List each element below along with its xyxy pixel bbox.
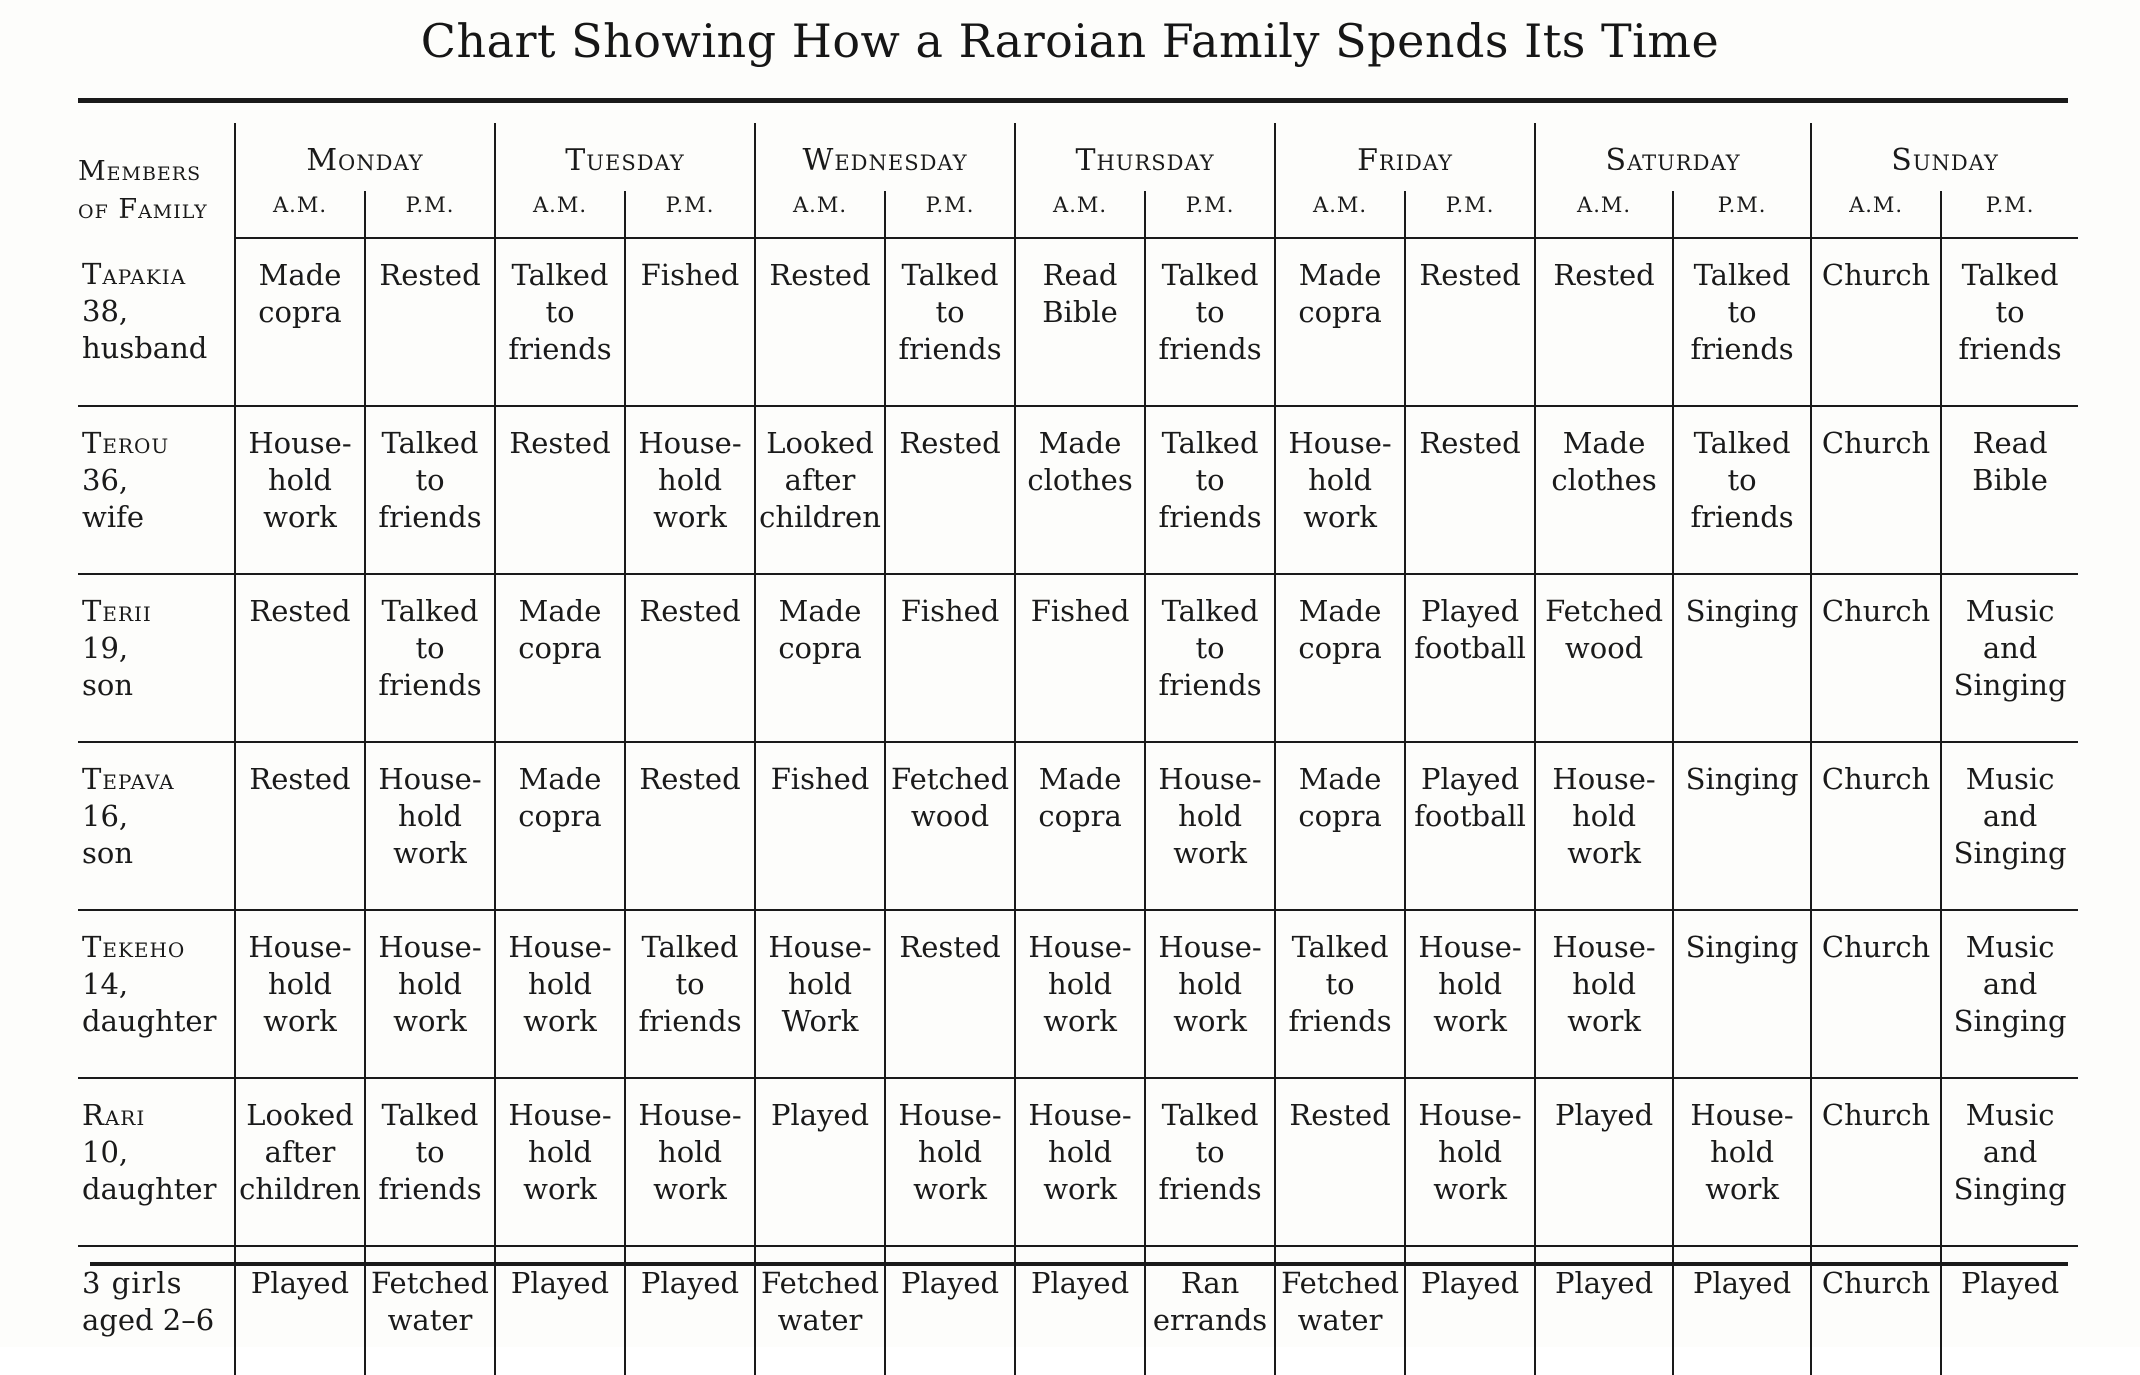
member-role: son — [82, 668, 134, 702]
activity-cell-friday-am — [1275, 238, 1405, 406]
activity-text: House- hold work — [1028, 1098, 1132, 1206]
activity-text: Rested — [769, 258, 871, 292]
activity-cell-friday-am — [1275, 406, 1405, 574]
activity-cell-wednesday-pm — [885, 742, 1015, 910]
activity-cell-thursday-am — [1015, 910, 1145, 1078]
activity-cell-monday-am — [235, 574, 365, 742]
pm-header: P.M. — [1941, 191, 2078, 238]
activity-cell-monday-am — [235, 910, 365, 1078]
am-header: A.M. — [1015, 191, 1145, 238]
activity-text: Made copra — [518, 762, 602, 833]
activity-text: Played — [1420, 1266, 1520, 1300]
member-age: 19, — [82, 631, 129, 665]
activity-text: Rested — [1553, 258, 1655, 292]
activity-cell-wednesday-pm — [885, 1078, 1015, 1246]
activity-text: Rested — [899, 930, 1001, 964]
activity-cell-saturday-pm — [1673, 406, 1811, 574]
table-row — [78, 910, 2078, 1078]
schedule-table — [78, 123, 2078, 1375]
activity-text: Church — [1821, 426, 1931, 460]
activity-text: Played — [1554, 1098, 1654, 1132]
activity-text: Music and Singing — [1953, 1098, 2067, 1206]
activity-text: Played — [1030, 1266, 1130, 1300]
activity-text: Church — [1821, 762, 1931, 796]
activity-cell-friday-pm — [1405, 1078, 1535, 1246]
activity-text: Rested — [899, 426, 1001, 460]
activity-text: Talked to friends — [1158, 426, 1262, 534]
activity-text: Played — [510, 1266, 610, 1300]
activity-text: Talked to friends — [1690, 258, 1794, 366]
member-name: Tepava — [82, 762, 175, 796]
activity-cell-tuesday-am — [495, 406, 625, 574]
day-header-thursday: Thursday — [1015, 123, 1275, 191]
table-row — [78, 1078, 2078, 1246]
activity-cell-friday-pm — [1405, 406, 1535, 574]
activity-cell-monday-am — [235, 406, 365, 574]
activity-cell-wednesday-pm — [885, 574, 1015, 742]
pm-header: P.M. — [625, 191, 755, 238]
activity-text: Played — [1554, 1266, 1654, 1300]
activity-cell-sunday-pm — [1941, 406, 2078, 574]
activity-text: Read Bible — [1972, 426, 2048, 497]
member-name: 3 girls — [82, 1266, 183, 1300]
activity-text: Talked to friends — [1288, 930, 1392, 1038]
activity-cell-thursday-pm — [1145, 406, 1275, 574]
activity-text: Talked to friends — [1158, 594, 1262, 702]
activity-cell-friday-pm — [1405, 742, 1535, 910]
activity-cell-sunday-pm — [1941, 574, 2078, 742]
activity-text: Talked to friends — [378, 594, 482, 702]
table-row — [78, 238, 2078, 406]
activity-cell-wednesday-pm — [885, 406, 1015, 574]
activity-text: Fetched water — [1281, 1266, 1400, 1337]
activity-cell-sunday-pm — [1941, 910, 2078, 1078]
pm-header: P.M. — [365, 191, 495, 238]
activity-cell-tuesday-am — [495, 574, 625, 742]
activity-text: Made clothes — [1551, 426, 1657, 497]
am-header: A.M. — [235, 191, 365, 238]
activity-text: House- hold work — [378, 762, 482, 870]
table-row — [78, 742, 2078, 910]
activity-text: Church — [1821, 1266, 1931, 1300]
activity-text: House- hold work — [1158, 762, 1262, 870]
activity-text: Looked after children — [759, 426, 881, 534]
activity-cell-thursday-am — [1015, 406, 1145, 574]
activity-text: Talked to friends — [1158, 1098, 1262, 1206]
activity-text: Looked after children — [239, 1098, 361, 1206]
member-role: daughter — [82, 1172, 217, 1206]
day-header-friday: Friday — [1275, 123, 1535, 191]
activity-text: Fished — [1030, 594, 1130, 628]
activity-text: Played — [1960, 1266, 2060, 1300]
member-name: Terii — [82, 594, 152, 628]
activity-cell-tuesday-pm — [625, 742, 755, 910]
activity-cell-sunday-pm — [1941, 238, 2078, 406]
activity-text: Talked to friends — [378, 426, 482, 534]
activity-text: Played — [250, 1266, 350, 1300]
am-header: A.M. — [1811, 191, 1941, 238]
member-age: 38, — [82, 294, 129, 328]
activity-cell-thursday-pm — [1145, 238, 1275, 406]
activity-text: Rested — [1289, 1098, 1391, 1132]
activity-cell-tuesday-am — [495, 1078, 625, 1246]
activity-text: Played — [770, 1098, 870, 1132]
member-role: daughter — [82, 1004, 217, 1038]
activity-text: Talked to friends — [638, 930, 742, 1038]
table-row — [78, 574, 2078, 742]
activity-text: Rested — [249, 762, 351, 796]
member-role: wife — [82, 500, 144, 534]
activity-cell-thursday-pm — [1145, 742, 1275, 910]
members-column-header — [78, 123, 235, 238]
activity-cell-monday-pm — [365, 742, 495, 910]
activity-cell-friday-pm — [1405, 574, 1535, 742]
activity-cell-tuesday-pm — [625, 574, 755, 742]
activity-text: Played — [900, 1266, 1000, 1300]
activity-cell-wednesday-am — [755, 910, 885, 1078]
activity-text: Played — [640, 1266, 740, 1300]
member-age: 16, — [82, 799, 129, 833]
activity-text: House- hold work — [1158, 930, 1262, 1038]
activity-text: Played football — [1414, 762, 1526, 833]
activity-cell-saturday-am — [1535, 406, 1673, 574]
am-header: A.M. — [1535, 191, 1673, 238]
activity-cell-thursday-am — [1015, 742, 1145, 910]
activity-text: House- hold work — [898, 1098, 1002, 1206]
activity-cell-sunday-pm — [1941, 1078, 2078, 1246]
table-row — [78, 406, 2078, 574]
activity-cell-thursday-am — [1015, 238, 1145, 406]
activity-cell-tuesday-am — [495, 910, 625, 1078]
activity-cell-monday-am — [235, 1078, 365, 1246]
family-member-cell — [78, 238, 235, 406]
member-age: 36, — [82, 463, 129, 497]
activity-cell-friday-pm — [1405, 910, 1535, 1078]
table-body — [78, 238, 2078, 1375]
day-header-tuesday: Tuesday — [495, 123, 755, 191]
activity-text: Ran errands — [1152, 1266, 1268, 1337]
activity-cell-sunday-am — [1811, 910, 1941, 1078]
activity-text: Rested — [249, 594, 351, 628]
activity-text: Made copra — [1298, 258, 1382, 329]
activity-text: House- hold work — [1418, 930, 1522, 1038]
family-member-cell — [78, 574, 235, 742]
activity-text: Church — [1821, 1098, 1931, 1132]
members-label-line2: of Family — [78, 194, 208, 225]
activity-text: Talked to friends — [1690, 426, 1794, 534]
members-label-line1: Members — [78, 156, 202, 187]
activity-cell-friday-am — [1275, 910, 1405, 1078]
activity-text: Rested — [379, 258, 481, 292]
activity-text: Fished — [900, 594, 1000, 628]
activity-cell-wednesday-pm — [885, 910, 1015, 1078]
activity-text: House- hold work — [1690, 1098, 1794, 1206]
activity-text: Made copra — [1298, 762, 1382, 833]
activity-cell-thursday-pm — [1145, 1078, 1275, 1246]
activity-cell-friday-am — [1275, 574, 1405, 742]
activity-text: House- hold work — [1552, 762, 1656, 870]
activity-text: House- hold work — [248, 930, 352, 1038]
activity-cell-saturday-am — [1535, 1078, 1673, 1246]
activity-text: Made copra — [778, 594, 862, 665]
activity-cell-monday-am — [235, 238, 365, 406]
activity-cell-saturday-pm — [1673, 742, 1811, 910]
activity-text: House- hold work — [508, 1098, 612, 1206]
activity-cell-wednesday-am — [755, 406, 885, 574]
activity-text: Church — [1821, 258, 1931, 292]
activity-cell-monday-pm — [365, 238, 495, 406]
member-role: son — [82, 836, 134, 870]
activity-cell-saturday-pm — [1673, 238, 1811, 406]
activity-text: Played football — [1414, 594, 1526, 665]
activity-text: Talked to friends — [1958, 258, 2062, 366]
family-member-cell — [78, 1078, 235, 1246]
activity-cell-sunday-am — [1811, 742, 1941, 910]
bottom-rule — [90, 1262, 2068, 1266]
member-age: 10, — [82, 1135, 129, 1169]
day-header-saturday: Saturday — [1535, 123, 1811, 191]
am-header: A.M. — [755, 191, 885, 238]
activity-text: Singing — [1685, 930, 1799, 964]
activity-cell-saturday-am — [1535, 910, 1673, 1078]
activity-cell-thursday-am — [1015, 574, 1145, 742]
activity-cell-monday-am — [235, 742, 365, 910]
activity-text: House- hold work — [1552, 930, 1656, 1038]
member-name: Tekeho — [82, 930, 186, 964]
day-header-monday: Monday — [235, 123, 495, 191]
day-header-row — [78, 123, 2078, 191]
am-header: A.M. — [1275, 191, 1405, 238]
day-header-sunday: Sunday — [1811, 123, 2078, 191]
activity-text: Rested — [1419, 426, 1521, 460]
activity-cell-friday-am — [1275, 742, 1405, 910]
activity-cell-wednesday-pm — [885, 238, 1015, 406]
member-name: Terou — [82, 426, 170, 460]
activity-cell-tuesday-pm — [625, 910, 755, 1078]
activity-cell-sunday-am — [1811, 1078, 1941, 1246]
activity-text: Played — [1692, 1266, 1792, 1300]
activity-cell-tuesday-pm — [625, 1078, 755, 1246]
activity-text: Rested — [509, 426, 611, 460]
activity-text: Talked to friends — [378, 1098, 482, 1206]
activity-text: Music and Singing — [1953, 594, 2067, 702]
member-role: husband — [82, 331, 208, 365]
pm-header: P.M. — [1405, 191, 1535, 238]
activity-text: Made copra — [518, 594, 602, 665]
activity-text: Made copra — [1298, 594, 1382, 665]
family-member-cell — [78, 910, 235, 1078]
activity-text: Made copra — [1038, 762, 1122, 833]
activity-cell-thursday-am — [1015, 1078, 1145, 1246]
activity-text: House- hold work — [638, 1098, 742, 1206]
activity-cell-friday-pm — [1405, 238, 1535, 406]
activity-cell-saturday-am — [1535, 238, 1673, 406]
member-name: Rari — [82, 1098, 146, 1132]
activity-text: House- hold work — [638, 426, 742, 534]
activity-cell-wednesday-am — [755, 574, 885, 742]
activity-text: Church — [1821, 594, 1931, 628]
activity-cell-saturday-pm — [1673, 910, 1811, 1078]
activity-cell-wednesday-am — [755, 742, 885, 910]
activity-cell-monday-pm — [365, 406, 495, 574]
activity-text: House- hold work — [378, 930, 482, 1038]
activity-text: Rested — [639, 762, 741, 796]
chart-title: Chart Showing How a Raroian Family Spends Its Time — [420, 14, 1720, 68]
activity-cell-wednesday-am — [755, 1078, 885, 1246]
activity-text: Singing — [1685, 594, 1799, 628]
activity-cell-sunday-am — [1811, 238, 1941, 406]
activity-text: House- hold work — [1288, 426, 1392, 534]
activity-text: Fished — [640, 258, 740, 292]
activity-cell-sunday-pm — [1941, 742, 2078, 910]
activity-cell-saturday-am — [1535, 742, 1673, 910]
activity-cell-saturday-pm — [1673, 574, 1811, 742]
activity-text: Fetched wood — [1545, 594, 1664, 665]
activity-text: Singing — [1685, 762, 1799, 796]
am-header: A.M. — [495, 191, 625, 238]
activity-text: House- hold work — [248, 426, 352, 534]
activity-cell-saturday-pm — [1673, 1078, 1811, 1246]
activity-text: Church — [1821, 930, 1931, 964]
activity-text: House- hold work — [508, 930, 612, 1038]
activity-text: Talked to friends — [1158, 258, 1262, 366]
activity-cell-tuesday-am — [495, 238, 625, 406]
activity-text: Made clothes — [1027, 426, 1133, 497]
activity-cell-tuesday-pm — [625, 238, 755, 406]
pm-header: P.M. — [1673, 191, 1811, 238]
activity-cell-tuesday-pm — [625, 406, 755, 574]
activity-text: Rested — [639, 594, 741, 628]
member-name: Tapakia — [82, 257, 187, 291]
activity-cell-thursday-pm — [1145, 574, 1275, 742]
pm-header: P.M. — [885, 191, 1015, 238]
member-age: aged 2–6 — [82, 1303, 215, 1337]
activity-cell-tuesday-am — [495, 742, 625, 910]
ampm-header-row — [78, 191, 2078, 238]
day-header-wednesday: Wednesday — [755, 123, 1015, 191]
pm-header: P.M. — [1145, 191, 1275, 238]
activity-text: Read Bible — [1042, 258, 1118, 329]
activity-text: Fetched water — [371, 1266, 489, 1337]
activity-cell-saturday-am — [1535, 574, 1673, 742]
activity-text: Fished — [770, 762, 870, 796]
activity-text: House- hold work — [1028, 930, 1132, 1038]
activity-text: House- hold Work — [768, 930, 872, 1038]
activity-text: Rested — [1419, 258, 1521, 292]
activity-text: Talked to friends — [898, 258, 1002, 366]
activity-cell-monday-pm — [365, 574, 495, 742]
activity-cell-monday-pm — [365, 910, 495, 1078]
activity-text: Made copra — [258, 258, 342, 329]
activity-text: Music and Singing — [1953, 930, 2067, 1038]
member-age: 14, — [82, 967, 129, 1001]
activity-text: House- hold work — [1418, 1098, 1522, 1206]
activity-text: Music and Singing — [1953, 762, 2067, 870]
activity-cell-sunday-am — [1811, 574, 1941, 742]
activity-text: Fetched water — [761, 1266, 880, 1337]
family-member-cell — [78, 742, 235, 910]
top-rule — [78, 98, 2068, 103]
activity-text: Fetched wood — [891, 762, 1010, 833]
activity-cell-thursday-pm — [1145, 910, 1275, 1078]
family-member-cell — [78, 406, 235, 574]
activity-cell-monday-pm — [365, 1078, 495, 1246]
activity-cell-wednesday-am — [755, 238, 885, 406]
activity-cell-friday-am — [1275, 1078, 1405, 1246]
activity-text: Talked to friends — [508, 258, 612, 366]
activity-cell-sunday-am — [1811, 406, 1941, 574]
